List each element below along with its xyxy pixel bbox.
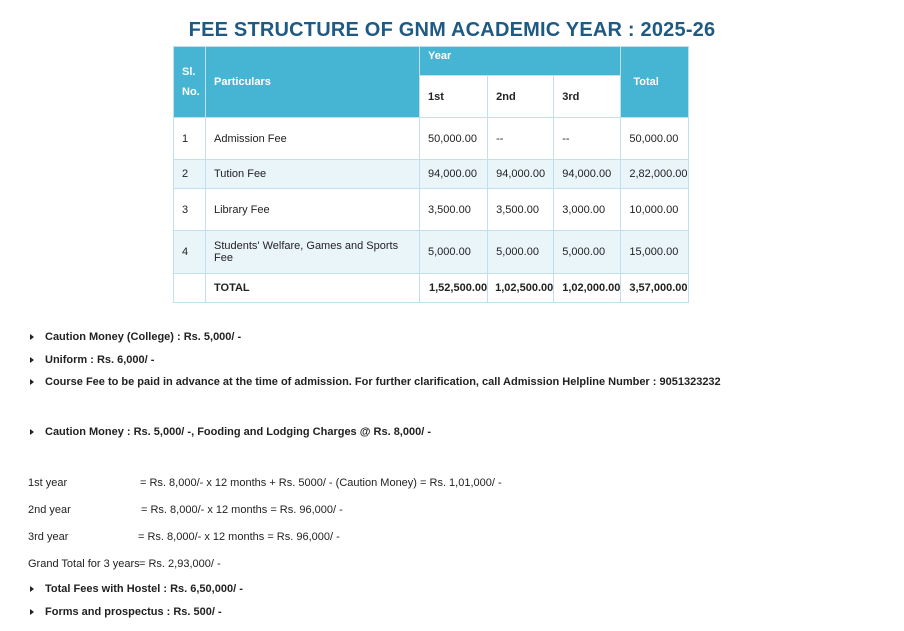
note-text: Course Fee to be paid in advance at the time of admission. For further clarification, call Admission Helpline Number : 9051323232 [45,376,721,388]
cell-year-2: -- [488,118,554,160]
note-text: Caution Money (College) : Rs. 5,000/ - [45,331,242,343]
cell-particulars: Admission Fee [206,118,420,160]
hostel-calc-row [28,477,502,489]
calc-value: = Rs. 2,93,000/ - [139,558,221,570]
caret-right-icon [30,429,34,435]
header-particulars: Particulars [206,47,420,118]
cell-sl [174,274,206,303]
page-title: FEE STRUCTURE OF GNM ACADEMIC YEAR : 2025-26 [188,19,716,41]
note-text: Forms and prospectus : Rs. 500/ - [45,606,222,618]
header-sl-no: Sl. No. [174,47,206,118]
cell-total: 3,57,000.00 [621,274,688,303]
cell-total: 50,000.00 [621,118,688,160]
header-total: Total [621,47,688,118]
note-caution-hostel [30,426,431,438]
note-total-with-hostel [30,583,243,595]
table-row [174,231,689,274]
calc-value: = Rs. 8,000/- x 12 months + Rs. 5000/ - (Caution Money) = Rs. 1,01,000/ - [140,477,502,489]
cell-total: 15,000.00 [621,231,688,274]
note-text: Uniform : Rs. 6,000/ - [45,354,155,366]
cell-total: 2,82,000.00 [621,160,688,189]
hostel-calc-grand-total [28,558,221,570]
caret-right-icon [30,379,34,385]
caret-right-icon [30,334,34,340]
cell-year-2: 5,000.00 [488,231,554,274]
header-year-3rd: 3rd [554,76,621,118]
calc-label: Grand Total for 3 years [28,558,140,570]
caret-right-icon [30,357,34,363]
cell-year-1: 5,000.00 [420,231,488,274]
cell-sl: 1 [174,118,206,160]
cell-year-1: 94,000.00 [420,160,488,189]
cell-year-3: -- [554,118,621,160]
cell-year-2: 3,500.00 [488,189,554,231]
note-text: Caution Money : Rs. 5,000/ -, Fooding and Lodging Charges @ Rs. 8,000/ - [45,426,431,438]
calc-value: = Rs. 8,000/- x 12 months = Rs. 96,000/ - [138,531,340,543]
note-course-fee [30,376,721,388]
table-row [174,118,689,160]
cell-year-3: 5,000.00 [554,231,621,274]
calc-label: 3rd year [28,531,69,543]
calc-label: 2nd year [28,504,71,516]
cell-year-3: 1,02,000.00 [554,274,621,303]
hostel-calc-row [28,531,340,543]
note-caution-college [30,331,241,343]
cell-year-3: 3,000.00 [554,189,621,231]
header-year-1st: 1st [420,76,488,118]
cell-particulars: Tution Fee [206,160,420,189]
cell-year-1: 1,52,500.00 [420,274,488,303]
header-year-2nd: 2nd [488,76,554,118]
cell-year-2: 94,000.00 [488,160,554,189]
cell-particulars: TOTAL [206,274,420,303]
cell-year-1: 3,500.00 [420,189,488,231]
fee-table [173,46,689,303]
cell-year-1: 50,000.00 [420,118,488,160]
note-text: Total Fees with Hostel : Rs. 6,50,000/ - [45,583,243,595]
table-row [174,189,689,231]
cell-year-2: 1,02,500.00 [488,274,554,303]
cell-particulars: Students' Welfare, Games and Sports Fee [206,231,420,274]
header-year: Year [420,47,621,76]
table-row [174,160,689,189]
cell-sl: 4 [174,231,206,274]
table-row-total [174,274,689,303]
caret-right-icon [30,586,34,592]
cell-sl: 2 [174,160,206,189]
hostel-calc-row [28,504,343,516]
note-uniform [30,354,154,366]
cell-year-3: 94,000.00 [554,160,621,189]
cell-sl: 3 [174,189,206,231]
caret-right-icon [30,609,34,615]
note-forms [30,606,222,618]
calc-label: 1st year [28,477,68,489]
cell-total: 10,000.00 [621,189,688,231]
cell-particulars: Library Fee [206,189,420,231]
calc-value: = Rs. 8,000/- x 12 months = Rs. 96,000/ - [141,504,343,516]
